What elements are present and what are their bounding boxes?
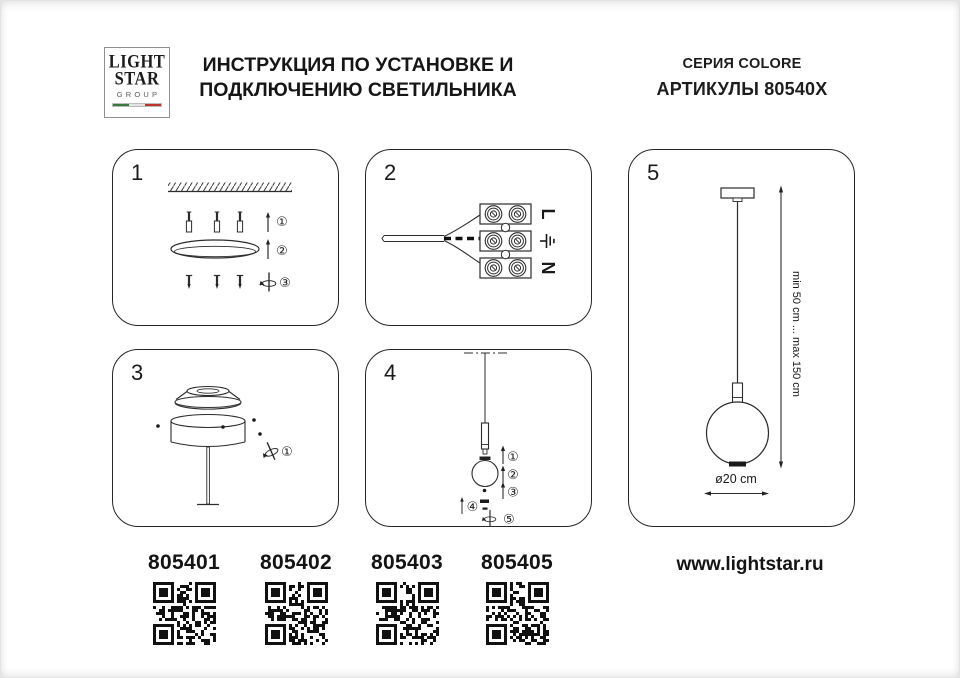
supply-cable (382, 236, 444, 242)
arrow-up-icon (266, 212, 270, 232)
series-label: СЕРИЯ COLORE (682, 56, 802, 72)
glass-globe (707, 402, 769, 464)
cord-grip-cylinder (482, 423, 489, 454)
assembly-arrows (501, 446, 505, 500)
step-panel-3 (112, 349, 339, 527)
title-line-2: ПОДКЛЮЧЕНИЮ СВЕТИЛЬНИКА (199, 79, 517, 101)
lamp-body-drum (171, 415, 245, 447)
lightstar-logo (104, 47, 170, 118)
ceiling-canopy (175, 387, 241, 410)
diameter-dimension-arrow (704, 491, 769, 495)
terminal-label-neutral: N (538, 261, 558, 275)
callout-3: ③ (279, 276, 291, 291)
arrow-up-icon (266, 239, 270, 259)
globe-bottom-cap (729, 462, 746, 467)
screwdriver-icon (482, 510, 496, 526)
earth-ground-icon (540, 234, 554, 248)
flag-red (145, 104, 161, 106)
callout-1: ① (276, 215, 288, 230)
small-part-bar (480, 500, 489, 504)
callout-4: ④ (466, 500, 479, 515)
screwdriver-icon (259, 273, 275, 292)
arrow-up-icon (460, 497, 464, 514)
lamp-socket (733, 383, 743, 403)
diameter-label: ø20 cm (715, 472, 757, 486)
wire-line (444, 215, 480, 237)
callout-1: ① (281, 445, 293, 460)
qr-code (376, 582, 439, 645)
italian-flag-stripe (112, 103, 162, 107)
logo-word-star: STAR (114, 67, 160, 90)
step-5-diagram (629, 150, 856, 528)
step-1-number: 1 (131, 160, 144, 185)
callout-3: ③ (507, 485, 519, 501)
glass-globe (472, 461, 498, 487)
mounting-screws (186, 276, 243, 290)
step-3-diagram (113, 350, 340, 528)
qr-code (153, 582, 216, 645)
article-code: 805401 (148, 551, 220, 574)
step-3-number: 3 (131, 360, 144, 385)
step-2-number: 2 (384, 160, 397, 185)
article-code: 805402 (260, 551, 332, 574)
ceiling-hatch (168, 183, 292, 192)
wire-neutral (444, 241, 480, 264)
series-info (642, 56, 842, 100)
page-title (186, 53, 530, 103)
article-item (457, 551, 577, 650)
step-panel-1 (112, 149, 339, 326)
article-item (236, 551, 356, 650)
callout-5: ⑤ (503, 512, 515, 528)
flag-white (129, 104, 145, 106)
article-code: 805405 (481, 551, 553, 574)
hanging-rod (197, 447, 219, 505)
flag-green (113, 104, 129, 106)
step-panel-2 (365, 149, 592, 326)
height-dimension-arrow (779, 186, 783, 469)
title-line-1: ИНСТРУКЦИЯ ПО УСТАНОВКЕ И (202, 54, 514, 76)
article-item (124, 551, 244, 650)
screwdriver-icon (258, 440, 281, 464)
step-1-diagram (113, 150, 340, 327)
articles-label: АРТИКУЛЫ 80540X (656, 79, 828, 99)
small-part-tick (483, 508, 488, 510)
step-4-number: 4 (384, 360, 397, 385)
socket-neck (480, 457, 491, 461)
step-panel-5 (628, 149, 855, 527)
height-range-label: min 50 cm ... max 150 cm (790, 271, 802, 397)
callout-1: ① (507, 450, 519, 465)
ceiling-plate (721, 188, 754, 202)
article-item (347, 551, 467, 650)
qr-code (486, 582, 549, 645)
qr-code (265, 582, 328, 645)
callout-2: ② (507, 468, 519, 483)
step-2-diagram (366, 150, 593, 327)
article-code: 805403 (371, 551, 443, 574)
step-panel-4 (365, 349, 592, 527)
logo-word-light: LIGHT (108, 50, 166, 73)
terminal-label-line: L (538, 208, 558, 220)
small-part-dot (483, 489, 487, 493)
website-url: www.lightstar.ru (676, 554, 824, 575)
step-5-number: 5 (647, 160, 660, 185)
step-4-diagram (366, 350, 593, 528)
canopy-plate (171, 240, 259, 258)
callout-2: ② (276, 244, 288, 259)
logo-word-group: GROUP (116, 90, 161, 99)
wall-anchors (186, 212, 242, 232)
